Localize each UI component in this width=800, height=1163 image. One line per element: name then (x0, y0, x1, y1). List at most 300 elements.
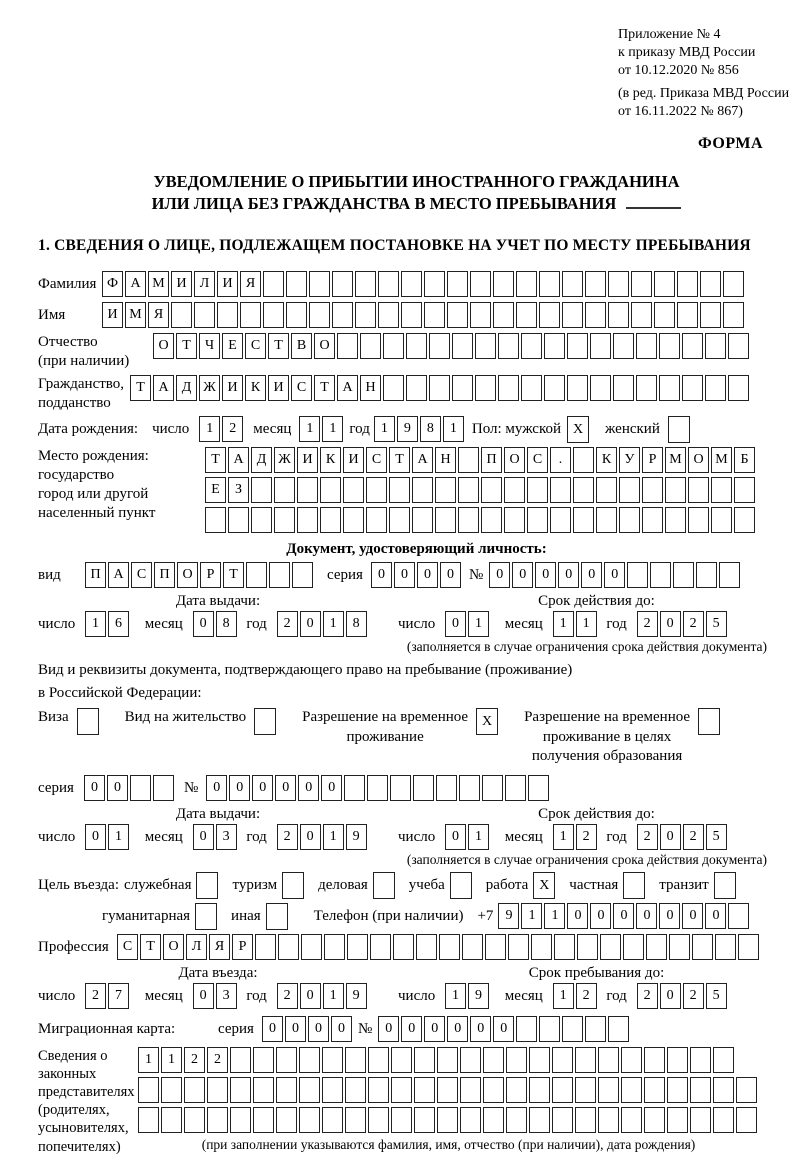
char-box[interactable] (345, 1077, 366, 1103)
char-box[interactable] (414, 1077, 435, 1103)
char-box[interactable]: 2 (85, 983, 106, 1009)
char-box[interactable] (516, 271, 537, 297)
char-box[interactable] (276, 1077, 297, 1103)
char-box[interactable]: 1 (468, 824, 489, 850)
char-box[interactable]: М (711, 447, 732, 473)
char-box[interactable] (320, 477, 341, 503)
char-box[interactable]: П (154, 562, 175, 588)
char-box[interactable] (713, 1047, 734, 1073)
char-box[interactable] (734, 477, 755, 503)
visa-checkbox[interactable] (77, 708, 99, 735)
char-box[interactable] (575, 1077, 596, 1103)
char-box[interactable] (608, 1016, 629, 1042)
char-box[interactable]: А (228, 447, 249, 473)
char-box[interactable] (498, 375, 519, 401)
char-box[interactable]: Ч (199, 333, 220, 359)
char-box[interactable] (276, 1047, 297, 1073)
char-box[interactable] (414, 1107, 435, 1133)
char-box[interactable] (406, 333, 427, 359)
char-box[interactable] (217, 302, 238, 328)
char-box[interactable]: 1 (544, 903, 565, 929)
char-box[interactable] (690, 1107, 711, 1133)
char-box[interactable] (391, 1047, 412, 1073)
char-box[interactable] (552, 1107, 573, 1133)
char-box[interactable] (621, 1047, 642, 1073)
char-box[interactable] (705, 333, 726, 359)
char-box[interactable]: 0 (660, 983, 681, 1009)
char-box[interactable] (458, 447, 479, 473)
char-box[interactable] (734, 507, 755, 533)
char-box[interactable] (424, 271, 445, 297)
char-box[interactable] (713, 1107, 734, 1133)
char-box[interactable] (636, 375, 657, 401)
char-box[interactable] (723, 302, 744, 328)
char-box[interactable]: 0 (590, 903, 611, 929)
char-box[interactable] (728, 903, 749, 929)
char-box[interactable] (345, 1047, 366, 1073)
char-box[interactable] (736, 1107, 757, 1133)
char-box[interactable] (475, 375, 496, 401)
char-box[interactable] (207, 1077, 228, 1103)
char-box[interactable]: 2 (277, 824, 298, 850)
char-box[interactable] (669, 934, 690, 960)
char-box[interactable] (251, 507, 272, 533)
char-box[interactable] (623, 934, 644, 960)
char-box[interactable]: З (228, 477, 249, 503)
char-box[interactable]: 0 (493, 1016, 514, 1042)
char-box[interactable]: 2 (184, 1047, 205, 1073)
char-box[interactable]: 0 (229, 775, 250, 801)
char-box[interactable] (636, 333, 657, 359)
char-box[interactable]: 2 (222, 416, 243, 442)
char-box[interactable] (654, 271, 675, 297)
char-box[interactable] (644, 1107, 665, 1133)
char-box[interactable] (659, 333, 680, 359)
char-box[interactable] (654, 302, 675, 328)
char-box[interactable] (383, 375, 404, 401)
char-box[interactable] (529, 1107, 550, 1133)
char-box[interactable] (504, 507, 525, 533)
char-box[interactable]: 0 (84, 775, 105, 801)
char-box[interactable] (138, 1107, 159, 1133)
char-box[interactable]: 0 (613, 903, 634, 929)
char-box[interactable]: 0 (300, 983, 321, 1009)
char-box[interactable]: 0 (535, 562, 556, 588)
char-box[interactable]: Н (360, 375, 381, 401)
char-box[interactable] (642, 477, 663, 503)
char-box[interactable]: М (125, 302, 146, 328)
char-box[interactable] (391, 1107, 412, 1133)
char-box[interactable]: Р (200, 562, 221, 588)
char-box[interactable]: 2 (637, 611, 658, 637)
purpose-humanitarian-checkbox[interactable] (195, 903, 217, 930)
char-box[interactable]: 0 (705, 903, 726, 929)
char-box[interactable] (573, 507, 594, 533)
char-box[interactable]: 0 (285, 1016, 306, 1042)
char-box[interactable] (575, 1047, 596, 1073)
char-box[interactable]: 0 (558, 562, 579, 588)
char-box[interactable]: 0 (193, 983, 214, 1009)
char-box[interactable]: Л (186, 934, 207, 960)
char-box[interactable]: Т (389, 447, 410, 473)
char-box[interactable]: 1 (468, 611, 489, 637)
char-box[interactable]: М (148, 271, 169, 297)
char-box[interactable] (447, 271, 468, 297)
char-box[interactable]: 9 (397, 416, 418, 442)
char-box[interactable]: 1 (138, 1047, 159, 1073)
char-box[interactable] (481, 507, 502, 533)
char-box[interactable]: Т (205, 447, 226, 473)
char-box[interactable]: О (688, 447, 709, 473)
char-box[interactable]: 0 (489, 562, 510, 588)
char-box[interactable] (665, 507, 686, 533)
char-box[interactable] (184, 1077, 205, 1103)
char-box[interactable]: 0 (308, 1016, 329, 1042)
char-box[interactable] (527, 477, 548, 503)
char-box[interactable] (413, 775, 434, 801)
char-box[interactable] (613, 375, 634, 401)
char-box[interactable] (562, 1016, 583, 1042)
char-box[interactable]: 1 (161, 1047, 182, 1073)
char-box[interactable]: 0 (660, 824, 681, 850)
char-box[interactable] (544, 333, 565, 359)
char-box[interactable] (631, 271, 652, 297)
char-box[interactable]: К (596, 447, 617, 473)
char-box[interactable] (368, 1077, 389, 1103)
char-box[interactable] (470, 271, 491, 297)
char-box[interactable] (562, 271, 583, 297)
char-box[interactable] (269, 562, 290, 588)
char-box[interactable]: А (153, 375, 174, 401)
char-box[interactable] (573, 477, 594, 503)
char-box[interactable]: О (177, 562, 198, 588)
char-box[interactable] (585, 302, 606, 328)
char-box[interactable] (324, 934, 345, 960)
char-box[interactable] (493, 302, 514, 328)
char-box[interactable] (598, 1107, 619, 1133)
char-box[interactable] (390, 775, 411, 801)
char-box[interactable]: 8 (420, 416, 441, 442)
char-box[interactable] (366, 507, 387, 533)
char-box[interactable]: Ж (274, 447, 295, 473)
char-box[interactable]: Т (314, 375, 335, 401)
char-box[interactable] (276, 1107, 297, 1133)
char-box[interactable] (332, 271, 353, 297)
char-box[interactable]: 1 (199, 416, 220, 442)
char-box[interactable] (690, 1077, 711, 1103)
char-box[interactable]: 8 (346, 611, 367, 637)
char-box[interactable]: 5 (706, 611, 727, 637)
char-box[interactable] (667, 1107, 688, 1133)
char-box[interactable] (460, 1107, 481, 1133)
char-box[interactable] (711, 507, 732, 533)
char-box[interactable] (240, 302, 261, 328)
char-box[interactable]: П (85, 562, 106, 588)
char-box[interactable] (255, 934, 276, 960)
char-box[interactable] (696, 562, 717, 588)
char-box[interactable] (719, 562, 740, 588)
char-box[interactable] (596, 507, 617, 533)
char-box[interactable]: 0 (321, 775, 342, 801)
char-box[interactable] (677, 302, 698, 328)
char-box[interactable] (459, 775, 480, 801)
sex-female-checkbox[interactable] (668, 416, 690, 443)
char-box[interactable] (650, 562, 671, 588)
char-box[interactable]: 9 (498, 903, 519, 929)
char-box[interactable]: 1 (445, 983, 466, 1009)
char-box[interactable] (700, 302, 721, 328)
char-box[interactable]: А (108, 562, 129, 588)
char-box[interactable]: 0 (682, 903, 703, 929)
char-box[interactable] (299, 1107, 320, 1133)
char-box[interactable]: С (245, 333, 266, 359)
char-box[interactable] (389, 477, 410, 503)
purpose-transit-checkbox[interactable] (714, 872, 736, 899)
char-box[interactable]: 3 (216, 983, 237, 1009)
sex-male-checkbox[interactable]: X (567, 416, 589, 443)
char-box[interactable]: 0 (252, 775, 273, 801)
char-box[interactable]: 0 (107, 775, 128, 801)
char-box[interactable] (246, 562, 267, 588)
purpose-official-checkbox[interactable] (196, 872, 218, 899)
char-box[interactable] (481, 477, 502, 503)
char-box[interactable] (506, 1047, 527, 1073)
char-box[interactable] (253, 1107, 274, 1133)
char-box[interactable]: Т (223, 562, 244, 588)
char-box[interactable] (435, 507, 456, 533)
char-box[interactable]: С (131, 562, 152, 588)
char-box[interactable] (531, 934, 552, 960)
char-box[interactable] (575, 1107, 596, 1133)
char-box[interactable] (230, 1047, 251, 1073)
char-box[interactable] (343, 507, 364, 533)
char-box[interactable]: 1 (553, 611, 574, 637)
char-box[interactable] (562, 302, 583, 328)
char-box[interactable] (544, 375, 565, 401)
char-box[interactable]: С (527, 447, 548, 473)
char-box[interactable] (539, 1016, 560, 1042)
char-box[interactable] (274, 477, 295, 503)
char-box[interactable] (429, 333, 450, 359)
char-box[interactable] (482, 775, 503, 801)
char-box[interactable] (682, 375, 703, 401)
char-box[interactable] (452, 333, 473, 359)
char-box[interactable] (367, 775, 388, 801)
char-box[interactable] (728, 375, 749, 401)
char-box[interactable] (207, 1107, 228, 1133)
char-box[interactable] (355, 302, 376, 328)
char-box[interactable] (416, 934, 437, 960)
char-box[interactable] (194, 302, 215, 328)
char-box[interactable]: Я (240, 271, 261, 297)
char-box[interactable] (498, 333, 519, 359)
char-box[interactable]: 3 (216, 824, 237, 850)
char-box[interactable]: 0 (378, 1016, 399, 1042)
char-box[interactable]: 7 (108, 983, 129, 1009)
char-box[interactable] (401, 302, 422, 328)
char-box[interactable] (590, 333, 611, 359)
char-box[interactable]: 0 (567, 903, 588, 929)
char-box[interactable] (665, 477, 686, 503)
char-box[interactable] (539, 302, 560, 328)
char-box[interactable] (596, 477, 617, 503)
char-box[interactable]: С (366, 447, 387, 473)
char-box[interactable]: Т (176, 333, 197, 359)
char-box[interactable] (590, 375, 611, 401)
char-box[interactable] (401, 271, 422, 297)
char-box[interactable]: Д (251, 447, 272, 473)
char-box[interactable] (462, 934, 483, 960)
char-box[interactable]: И (222, 375, 243, 401)
char-box[interactable]: 0 (445, 611, 466, 637)
char-box[interactable]: 0 (298, 775, 319, 801)
char-box[interactable] (483, 1077, 504, 1103)
char-box[interactable] (644, 1047, 665, 1073)
char-box[interactable]: 2 (683, 824, 704, 850)
char-box[interactable] (692, 934, 713, 960)
char-box[interactable]: 2 (576, 824, 597, 850)
char-box[interactable] (412, 507, 433, 533)
char-box[interactable]: 1 (323, 824, 344, 850)
char-box[interactable] (344, 775, 365, 801)
char-box[interactable] (573, 447, 594, 473)
char-box[interactable]: Т (140, 934, 161, 960)
char-box[interactable]: И (171, 271, 192, 297)
char-box[interactable]: А (412, 447, 433, 473)
char-box[interactable] (278, 934, 299, 960)
char-box[interactable] (682, 333, 703, 359)
char-box[interactable] (437, 1077, 458, 1103)
char-box[interactable] (700, 271, 721, 297)
char-box[interactable] (130, 775, 151, 801)
char-box[interactable] (322, 1107, 343, 1133)
char-box[interactable]: Д (176, 375, 197, 401)
char-box[interactable] (688, 507, 709, 533)
char-box[interactable]: А (337, 375, 358, 401)
char-box[interactable] (642, 507, 663, 533)
char-box[interactable] (437, 1107, 458, 1133)
char-box[interactable] (253, 1077, 274, 1103)
char-box[interactable]: 1 (323, 611, 344, 637)
char-box[interactable] (631, 302, 652, 328)
char-box[interactable]: 1 (553, 983, 574, 1009)
char-box[interactable]: Р (232, 934, 253, 960)
char-box[interactable] (292, 562, 313, 588)
char-box[interactable] (297, 507, 318, 533)
char-box[interactable]: 2 (637, 983, 658, 1009)
char-box[interactable] (508, 934, 529, 960)
char-box[interactable] (286, 271, 307, 297)
char-box[interactable] (705, 375, 726, 401)
char-box[interactable] (347, 934, 368, 960)
purpose-business-checkbox[interactable] (373, 872, 395, 899)
char-box[interactable] (529, 1047, 550, 1073)
char-box[interactable] (621, 1107, 642, 1133)
char-box[interactable] (452, 375, 473, 401)
char-box[interactable]: К (245, 375, 266, 401)
char-box[interactable] (504, 477, 525, 503)
char-box[interactable] (673, 562, 694, 588)
char-box[interactable] (470, 302, 491, 328)
char-box[interactable] (738, 934, 759, 960)
char-box[interactable] (552, 1047, 573, 1073)
char-box[interactable]: 1 (443, 416, 464, 442)
char-box[interactable]: 2 (683, 611, 704, 637)
char-box[interactable] (297, 477, 318, 503)
char-box[interactable]: О (314, 333, 335, 359)
char-box[interactable] (521, 375, 542, 401)
char-box[interactable]: 0 (636, 903, 657, 929)
char-box[interactable]: 0 (447, 1016, 468, 1042)
char-box[interactable]: 0 (440, 562, 461, 588)
char-box[interactable]: 1 (85, 611, 106, 637)
char-box[interactable] (414, 1047, 435, 1073)
char-box[interactable] (711, 477, 732, 503)
purpose-work-checkbox[interactable]: X (533, 872, 555, 899)
char-box[interactable] (506, 1077, 527, 1103)
char-box[interactable]: 0 (445, 824, 466, 850)
char-box[interactable] (577, 934, 598, 960)
char-box[interactable] (608, 271, 629, 297)
char-box[interactable]: О (153, 333, 174, 359)
char-box[interactable]: 2 (637, 824, 658, 850)
char-box[interactable] (550, 477, 571, 503)
temp-permit-checkbox[interactable]: X (476, 708, 498, 735)
char-box[interactable] (619, 477, 640, 503)
char-box[interactable]: Ф (102, 271, 123, 297)
char-box[interactable] (677, 271, 698, 297)
char-box[interactable] (343, 477, 364, 503)
purpose-tourism-checkbox[interactable] (282, 872, 304, 899)
char-box[interactable] (646, 934, 667, 960)
char-box[interactable]: И (343, 447, 364, 473)
char-box[interactable]: Я (148, 302, 169, 328)
char-box[interactable] (366, 477, 387, 503)
char-box[interactable]: 1 (108, 824, 129, 850)
char-box[interactable] (688, 477, 709, 503)
char-box[interactable] (667, 1047, 688, 1073)
char-box[interactable] (153, 775, 174, 801)
char-box[interactable] (585, 271, 606, 297)
char-box[interactable] (715, 934, 736, 960)
char-box[interactable] (506, 1107, 527, 1133)
char-box[interactable]: 1 (521, 903, 542, 929)
char-box[interactable]: 5 (706, 824, 727, 850)
char-box[interactable]: А (125, 271, 146, 297)
char-box[interactable] (483, 1107, 504, 1133)
char-box[interactable] (436, 775, 457, 801)
char-box[interactable]: 8 (216, 611, 237, 637)
char-box[interactable]: 0 (581, 562, 602, 588)
char-box[interactable] (516, 1016, 537, 1042)
char-box[interactable] (608, 302, 629, 328)
char-box[interactable] (337, 333, 358, 359)
char-box[interactable]: 6 (108, 611, 129, 637)
char-box[interactable]: И (102, 302, 123, 328)
char-box[interactable] (406, 375, 427, 401)
char-box[interactable] (598, 1077, 619, 1103)
char-box[interactable] (274, 507, 295, 533)
char-box[interactable] (378, 271, 399, 297)
char-box[interactable] (251, 477, 272, 503)
char-box[interactable] (627, 562, 648, 588)
char-box[interactable] (723, 271, 744, 297)
char-box[interactable]: И (268, 375, 289, 401)
char-box[interactable]: 0 (470, 1016, 491, 1042)
char-box[interactable] (460, 1077, 481, 1103)
char-box[interactable]: 5 (706, 983, 727, 1009)
char-box[interactable] (552, 1077, 573, 1103)
